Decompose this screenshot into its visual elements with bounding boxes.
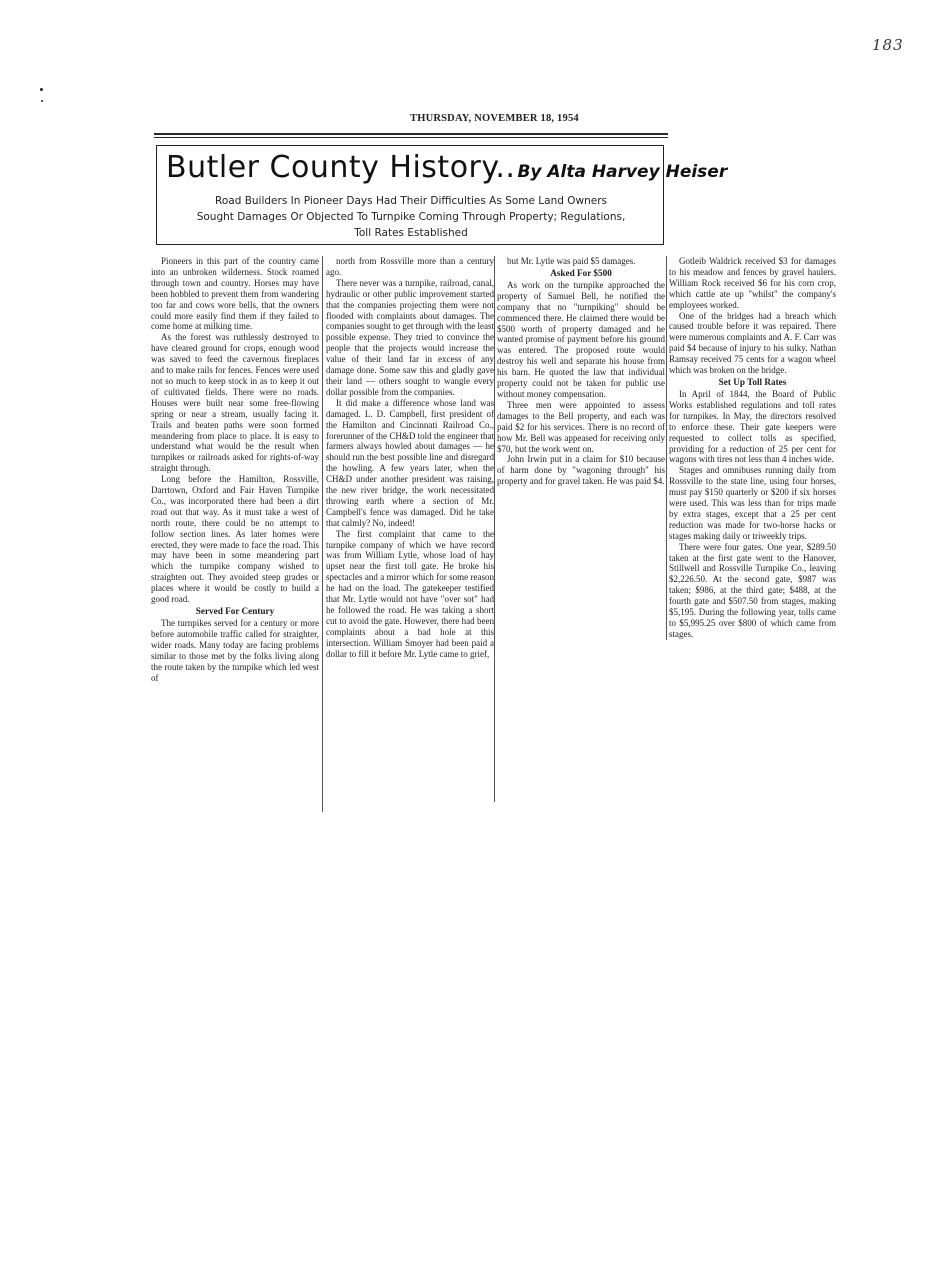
paragraph: One of the bridges had a breach which caused trouble before it was repaired. There were numerous complaints and A. F. Carr was paid $4 because of injury to his sulky. Nathan Ramsay received 75 cents for a wagon wheel which was broken on the bridge.	[669, 310, 836, 376]
masthead-byline: By Alta Harvey Heiser	[517, 162, 728, 182]
column-divider	[666, 256, 667, 640]
paragraph: Gotleib Waldrick received $3 for damages to his meadow and fences by gravel haulers. William Rock received $6 for his corn crop, which cattle ate up "whilst" the company's employees worked.	[669, 256, 836, 310]
article-column-1	[151, 256, 319, 683]
dateline: THURSDAY, NOVEMBER 18, 1954	[410, 113, 579, 124]
masthead	[166, 150, 727, 185]
paragraph: Pioneers in this part of the country came into an unbroken wilderness. Stock roamed through town and country. Horses may have been hobbled to prevent them from wandering too far and cows wore bells, that the owners could more easily find them if they failed to come home at milking time.	[151, 256, 319, 332]
scan-speck	[40, 88, 43, 91]
section-heading: Served For Century	[195, 606, 275, 616]
paragraph: The turnpikes served for a century or more before automobile traffic called for straighter, wider roads. Many today are facing problems similar to those met by the folks living along the route taken by the turnpike which led west of	[151, 618, 319, 683]
paragraph: but Mr. Lytle was paid $5 damages.	[507, 256, 636, 266]
article-column-3	[497, 256, 665, 487]
top-rule	[154, 133, 668, 135]
article-column-2	[326, 256, 494, 660]
subheadline: Road Builders In Pioneer Days Had Their Difficulties As Some Land Owners Sought Damages Or Objected To Turnpike Coming Through Property; Regulations, Toll Rates Established	[196, 195, 626, 239]
scan-speck	[41, 100, 43, 102]
paragraph: As the forest was ruthlessly destroyed to have cleared ground for crops, enough wood was saved to feed the cavernous fireplaces and to make rails for fences. Fences were used not so much to keep stock in as to keep it out of cultivated fields. There were no roads. Houses were built near some free-flowing spring or near a stream, usually facing it. Trails and beaten paths were soon formed meandering from place to place. It is easy to understand what would be the result when turnpikes or railroads asked for rights-of-way straight through.	[151, 332, 319, 474]
section-heading: Asked For $500	[550, 267, 612, 278]
paragraph: Three men were appointed to assess damages to the Bell property, and each was paid $2 for his services. There is no record of how Mr. Bell was appeased for receiving only $70, but the work went on.	[497, 399, 665, 454]
paragraph: There never was a turnpike, railroad, canal, hydraulic or other public improvement started that the companies projecting them were not flooded with complaints about damages. The companies sought to get through with the least possible expense. They tried to convince the people that the projects would increase the value of their land far in excess of any damage done. Some saw this and gladly gave their land — others sought to wangle every dollar possible from the companies.	[326, 277, 494, 397]
paragraph: Long before the Hamilton, Rossville, Darrtown, Oxford and Fair Haven Turnpike Co., was incorporated there had been a dirt road out that way. As it must take a west of north route, there could be no attempt to follow section lines. As later homes were erected, they were made to face the road. This may have been in some meandering part which the turnpike company wished to straighten out. They avoided steep grades or places where it would be costly to build a good road.	[151, 474, 319, 605]
paragraph: The first complaint that came to the turnpike company of which we have record was from William Lytle, whose load of hay upset near the first toll gate. He broke his spectacles and a mirror which for some reason he had on the load. The gatekeeper testified that Mr. Lytle would not have "over sot" had he followed the road. He was taking a short cut to avoid the gate. However, there had been complaints about a bad hole at this intersection. William Smoyer had been paid a dollar to fill it before Mr. Lytle came to grief,	[326, 528, 494, 659]
paragraph: It did make a difference whose land was damaged. L. D. Campbell, first president of the Hamilton and Cincinnati Railroad Co., forerunner of the CH&D told the engineer that farmers always howled about damages — he should run the best possible line and disregard the howling. A few years later, when the CH&D under another president was raising, the new river bridge, the work necessitated throwing earth where a section of Mr. Campbell's fence was damaged. Did he take that calmly? No, indeed!	[326, 397, 494, 528]
page-number: 183	[872, 36, 904, 54]
paragraph: There were four gates. One year, $289.50 taken at the first gate went to the Hanover, Stillwell and Rossville Turnpike Co., leaving $2,226.50. At the second gate, $987 was taken; $986, at the third gate; $488, at the fourth gate and $507.50 from stages, making $5,195. During the following year, tolls came to $5,995.25 over $800 of which came from stages.	[669, 541, 836, 639]
section-heading: Set Up Toll Rates	[718, 376, 787, 387]
paragraph: north from Rossville more than a century ago.	[326, 256, 494, 277]
column-divider	[494, 256, 495, 802]
paragraph: As work on the turnpike approached the property of Samuel Bell, he notified the company that no "turnpiking" should be commenced there. He claimed there would be $500 worth of property damaged and he wanted promise of payment before his ground was entered. The proposed route would destroy his well and separate his house from his barn. He quoted the law that individual property could not be taken for public use without money compensation.	[497, 279, 665, 399]
top-rule-thin	[154, 137, 668, 138]
paragraph: John Irwin put in a claim for $10 because of harm done by "wagoning through" his property and for gravel taken. He was paid $4.	[497, 454, 665, 487]
paragraph: In April of 1844, the Board of Public Works established regulations and toll rates for turnpikes. In May, the directors resolved to enforce these. Their gate keepers were requested to collect tolls as specified, providing for a reduction of 25 per cent for wagons with tires not less than 4 inches wide.	[669, 388, 836, 465]
article-column-4	[669, 256, 836, 640]
paragraph: Stages and omnibuses running daily from Rossville to the state line, using four horses, must pay $150 quarterly or $200 if six horses were used. This was less than for trips made by extra stages, except that a 25 per cent reduction was made for two-horse hacks or stages making daily or triweekly trips.	[669, 465, 836, 541]
masthead-title: Butler County History..	[166, 150, 516, 185]
column-divider	[322, 256, 323, 812]
